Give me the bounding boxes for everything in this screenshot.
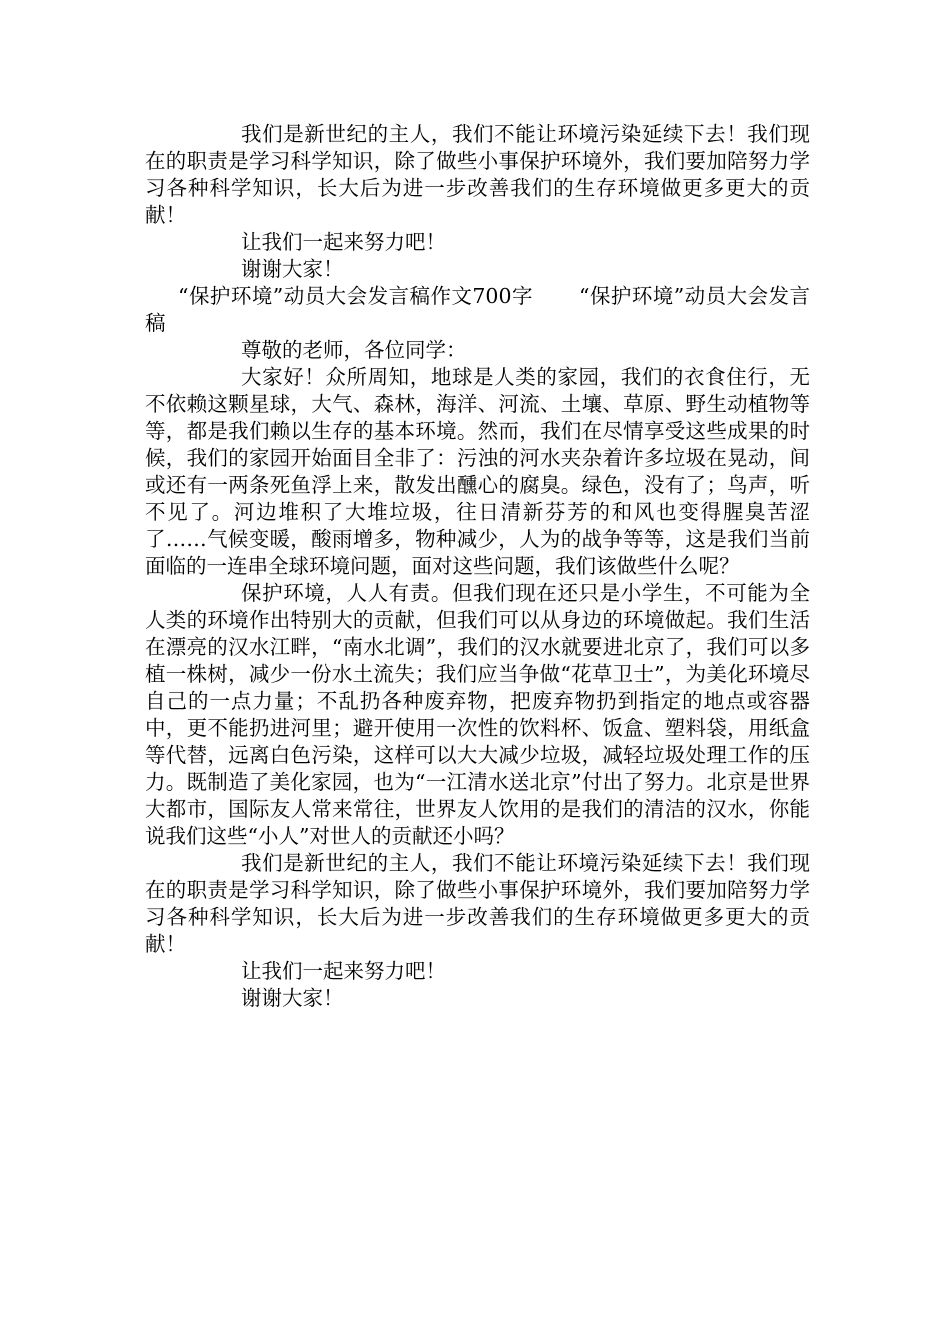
intro-paragraph: 我们是新世纪的主人，我们不能让环境污染延续下去！我们现在的职责是学习科学知识，除了做些小事保护环境外，我们要加陪努力学习各种科学知识，长大后为进一步改善我们的生存环境做更多更大的贡献！ [145, 122, 810, 227]
intro-thanks-line: 谢谢大家！ [241, 257, 344, 281]
document-title [145, 283, 810, 337]
encouragement-line: 让我们一起来努力吧！ [241, 959, 446, 983]
greeting-line: 尊敬的老师，各位同学： [241, 338, 467, 362]
body-paragraph-2: 保护环境，人人有责。但我们现在还只是小学生，不可能为全人类的环境作出特别大的贡献，但我们可以从身边的环境做起。我们生活在漂亮的汉水江畔，“南水北调”，我们的汉水就要进北京了，我们可以多植一株树，减少一份水土流失；我们应当争做“花草卫士”，为美化环境尽自己的一点力量；不乱扔各种废弃物，把废弃物扔到指定的地点或容器中，更不能扔进河里；避开使用一次性的饮料杯、饭盒、塑料袋，用纸盒等代替，远离白色污染，这样可以大大减少垃圾，减轻垃圾处理工作的压力。既制造了美化家园，也为“一江清水送北京”付出了努力。北京是世界大都市，国际友人常来常往，世界友人饮用的是我们的清洁的汉水，你能说我们这些“小人”对世人的贡献还小吗？ [145, 581, 810, 848]
title-part-1: “保护环境”动员大会发言稿作文700字 [178, 284, 533, 308]
thanks-line: 谢谢大家！ [241, 986, 344, 1010]
body-paragraph-1: 大家好！众所周知，地球是人类的家园，我们的衣食住行，无不依赖这颗星球，大气、森林，海洋、河流、土壤、草原、野生动植物等等，都是我们赖以生存的基本环境。然而，我们在尽情享受这些成果的时候，我们的家园开始面目全非了：污浊的河水夹杂着许多垃圾在晃动，间或还有一两条死鱼浮上来，散发出醺心的腐臭。绿色，没有了；鸟声，听不见了。河边堆积了大堆垃圾，往日清新芬芳的和风也变得腥臭苦涩了……气候变暖，酸雨增多，物种减少，人为的战争等等，这是我们当前面临的一连串全球环境问题，面对这些问题，我们该做些什么呢？ [145, 365, 810, 578]
title-part-2: “保护环境”动员大会发言稿 [145, 284, 810, 335]
body-paragraph-3: 我们是新世纪的主人，我们不能让环境污染延续下去！我们现在的职责是学习科学知识，除了做些小事保护环境外，我们要加陪努力学习各种科学知识，长大后为进一步改善我们的生存环境做更多更大的贡献！ [145, 851, 810, 956]
intro-encouragement-line: 让我们一起来努力吧！ [241, 230, 446, 254]
document-page [145, 121, 810, 1012]
